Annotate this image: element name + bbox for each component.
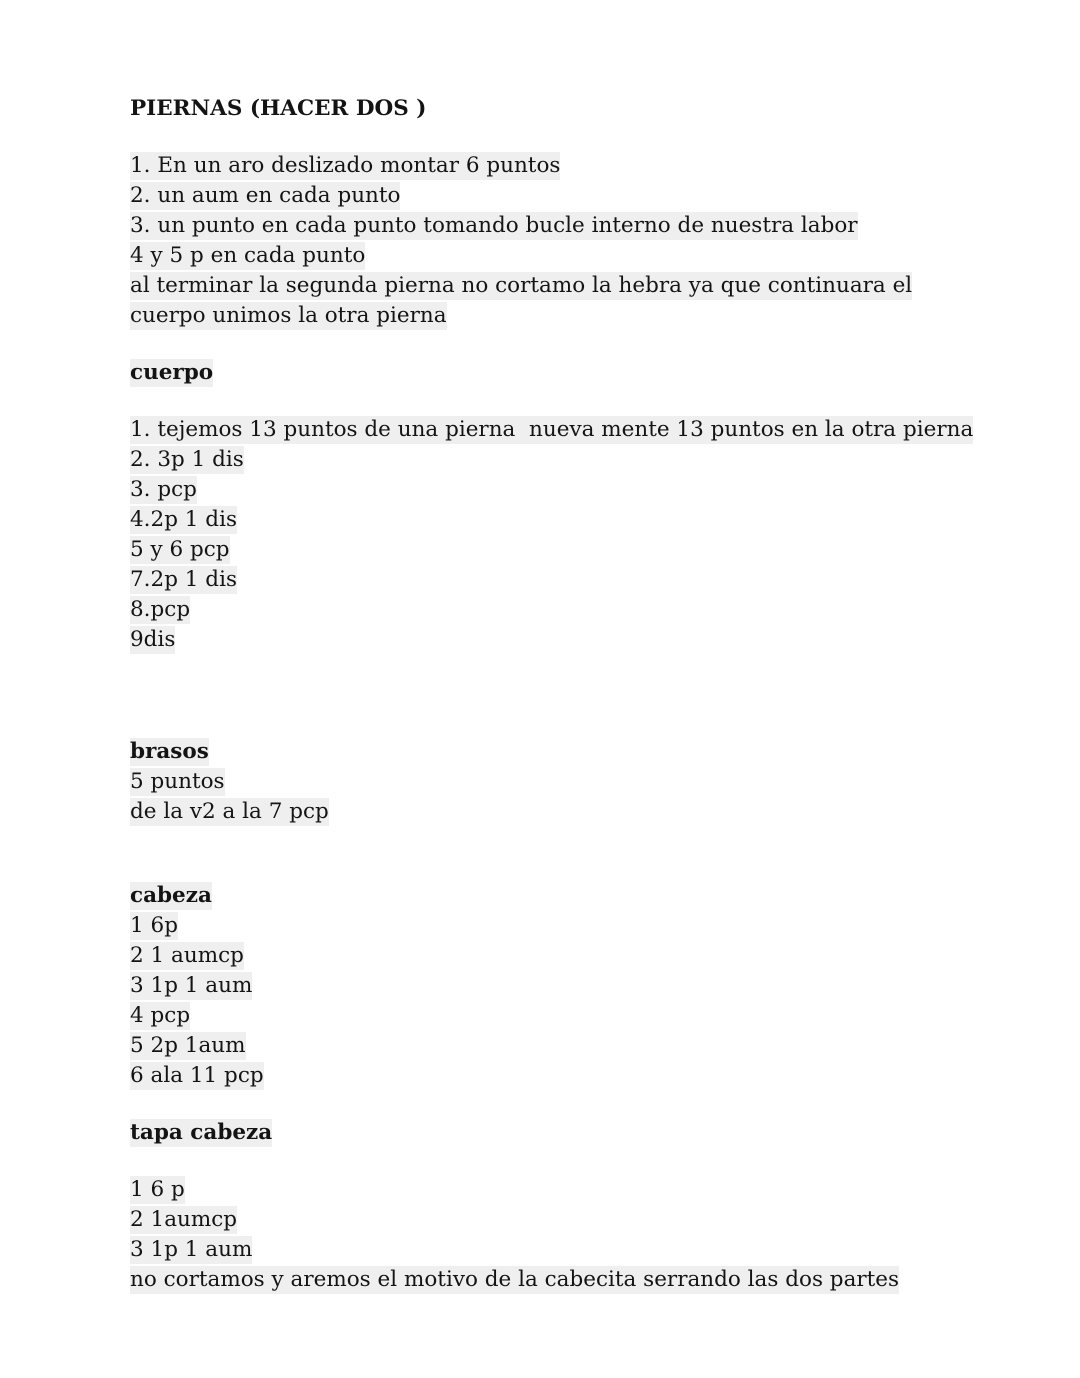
tapa-cabeza-line: 2 1aumcp xyxy=(130,1207,238,1232)
cabeza-line: 2 1 aumcp xyxy=(130,943,244,968)
piernas-line: al terminar la segunda pierna no cortamo la hebra ya que continuara el xyxy=(130,273,913,298)
tapa-cabeza-line: 3 1p 1 aum xyxy=(130,1237,253,1262)
section-heading-brasos: brasos xyxy=(130,739,209,764)
tapa-cabeza-line: no cortamos y aremos el motivo de la cabecita serrando las dos partes xyxy=(130,1267,900,1292)
cuerpo-line: 4.2p 1 dis xyxy=(130,507,237,532)
section-heading-cuerpo: cuerpo xyxy=(130,360,214,385)
section-heading-cabeza: cabeza xyxy=(130,883,212,908)
cabeza-line: 1 6p xyxy=(130,913,178,938)
section-title-piernas: PIERNAS (HACER DOS ) xyxy=(130,96,427,121)
cabeza-line: 6 ala 11 pcp xyxy=(130,1063,264,1088)
document-body xyxy=(130,94,1010,1295)
tapa-cabeza-line: 1 6 p xyxy=(130,1177,185,1202)
piernas-line: 2. un aum en cada punto xyxy=(130,183,401,208)
section-heading-tapa-cabeza: tapa cabeza xyxy=(130,1120,273,1145)
brasos-line: 5 puntos xyxy=(130,769,225,794)
cabeza-line: 5 2p 1aum xyxy=(130,1033,246,1058)
piernas-line: cuerpo unimos la otra pierna xyxy=(130,303,447,328)
cabeza-line: 4 pcp xyxy=(130,1003,191,1028)
cuerpo-line: 9dis xyxy=(130,627,176,652)
cuerpo-line: 1. tejemos 13 puntos de una pierna nueva mente 13 puntos en la otra pierna xyxy=(130,417,974,442)
cuerpo-line: 5 y 6 pcp xyxy=(130,537,230,562)
piernas-line: 1. En un aro deslizado montar 6 puntos xyxy=(130,153,561,178)
cuerpo-line: 7.2p 1 dis xyxy=(130,567,237,592)
piernas-line: 4 y 5 p en cada punto xyxy=(130,243,366,268)
piernas-line: 3. un punto en cada punto tomando bucle interno de nuestra labor xyxy=(130,213,858,238)
cuerpo-line: 8.pcp xyxy=(130,597,191,622)
cuerpo-line: 3. pcp xyxy=(130,477,197,502)
cuerpo-line: 2. 3p 1 dis xyxy=(130,447,244,472)
cabeza-line: 3 1p 1 aum xyxy=(130,973,253,998)
brasos-line: de la v2 a la 7 pcp xyxy=(130,799,329,824)
